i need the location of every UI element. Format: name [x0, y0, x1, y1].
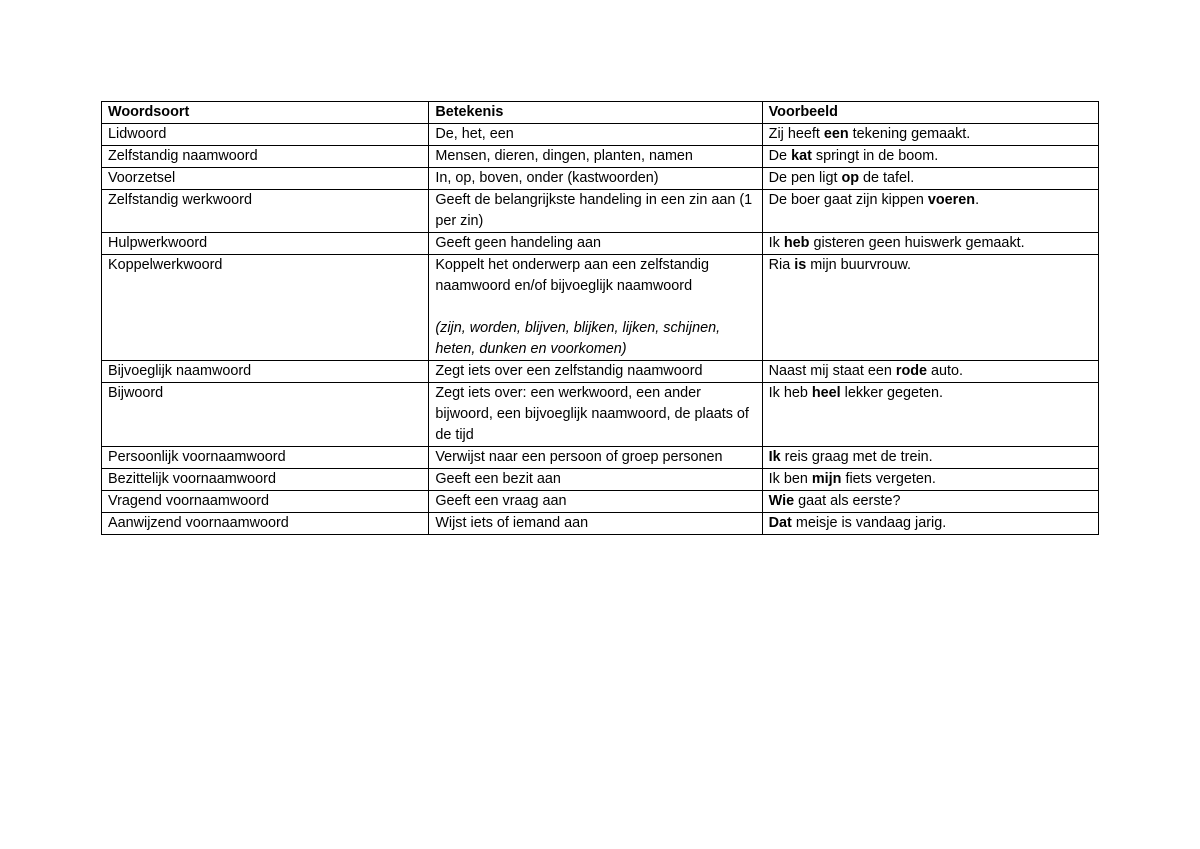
voorbeeld-text: De pen ligt	[768, 170, 842, 186]
cell-woordsoort: Vragend voornaamwoord	[102, 491, 429, 513]
voorbeeld-text: .	[975, 192, 980, 208]
table-row	[102, 255, 1099, 361]
voorbeeld-highlight: Dat	[768, 515, 792, 531]
betekenis-text: In, op, boven, onder (kastwoorden)	[435, 170, 659, 186]
cell-woordsoort: Bijvoeglijk naamwoord	[102, 361, 429, 383]
cell-voorbeeld	[762, 513, 1098, 535]
cell-woordsoort: Hulpwerkwoord	[102, 233, 429, 255]
cell-woordsoort: Koppelwerkwoord	[102, 255, 429, 361]
cell-woordsoort: Persoonlijk voornaamwoord	[102, 447, 429, 469]
header-betekenis: Betekenis	[429, 102, 762, 124]
cell-voorbeeld	[762, 361, 1098, 383]
voorbeeld-text: Ria	[768, 257, 795, 273]
table-row	[102, 447, 1099, 469]
voorbeeld-text: tekening gemaakt.	[848, 126, 971, 142]
voorbeeld-text: Zij heeft	[768, 126, 824, 142]
betekenis-text: Geeft geen handeling aan	[435, 235, 601, 251]
betekenis-text: Koppelt het onderwerp aan een zelfstandig naamwoord en/of bijvoeglijk naamwoord	[435, 257, 709, 294]
betekenis-extra-text: (zijn, worden, blijven, blijken, lijken, schijnen, heten, dunken en voorkomen)	[435, 320, 721, 357]
cell-betekenis	[429, 383, 762, 447]
cell-voorbeeld	[762, 255, 1098, 361]
voorbeeld-text: fiets vergeten.	[841, 471, 936, 487]
voorbeeld-highlight: is	[794, 257, 807, 273]
table-row	[102, 469, 1099, 491]
betekenis-text: De, het, een	[435, 126, 514, 142]
voorbeeld-highlight: Ik	[768, 449, 781, 465]
cell-betekenis	[429, 255, 762, 361]
voorbeeld-text: De	[768, 148, 792, 164]
cell-betekenis	[429, 124, 762, 146]
betekenis-text: Geeft een bezit aan	[435, 471, 561, 487]
cell-betekenis	[429, 168, 762, 190]
cell-betekenis	[429, 361, 762, 383]
voorbeeld-highlight: voeren	[927, 192, 976, 208]
table-body	[102, 124, 1099, 535]
cell-woordsoort: Lidwoord	[102, 124, 429, 146]
betekenis-text: Wijst iets of iemand aan	[435, 515, 589, 531]
word-types-table	[101, 101, 1099, 535]
cell-voorbeeld	[762, 447, 1098, 469]
voorbeeld-text: reis graag met de trein.	[780, 449, 933, 465]
table-header-row	[102, 102, 1099, 124]
cell-woordsoort: Zelfstandig werkwoord	[102, 190, 429, 233]
voorbeeld-highlight: een	[823, 126, 849, 142]
voorbeeld-text: auto.	[927, 363, 964, 379]
cell-betekenis	[429, 513, 762, 535]
cell-betekenis	[429, 469, 762, 491]
voorbeeld-highlight: rode	[895, 363, 928, 379]
table-row	[102, 361, 1099, 383]
table-row	[102, 491, 1099, 513]
betekenis-text: Zegt iets over een zelfstandig naamwoord	[435, 363, 703, 379]
table-row	[102, 190, 1099, 233]
cell-voorbeeld	[762, 233, 1098, 255]
betekenis-text: Geeft de belangrijkste handeling in een zin aan (1 per zin)	[435, 192, 753, 229]
voorbeeld-text: gisteren geen huiswerk gemaakt.	[809, 235, 1025, 251]
betekenis-text: Zegt iets over: een werkwoord, een ander bijwoord, een bijvoeglijk naamwoord, de plaats of de tijd	[435, 385, 749, 443]
voorbeeld-text: Naast mij staat een	[768, 363, 896, 379]
cell-woordsoort: Bijwoord	[102, 383, 429, 447]
table-row	[102, 124, 1099, 146]
table-row	[102, 168, 1099, 190]
cell-woordsoort: Voorzetsel	[102, 168, 429, 190]
cell-woordsoort: Aanwijzend voornaamwoord	[102, 513, 429, 535]
voorbeeld-text: Ik ben	[768, 471, 812, 487]
cell-voorbeeld	[762, 168, 1098, 190]
cell-voorbeeld	[762, 469, 1098, 491]
voorbeeld-text: Ik	[768, 235, 784, 251]
voorbeeld-text: De boer gaat zijn kippen	[768, 192, 928, 208]
cell-woordsoort: Bezittelijk voornaamwoord	[102, 469, 429, 491]
betekenis-text: Verwijst naar een persoon of groep personen	[435, 449, 723, 465]
cell-betekenis	[429, 146, 762, 168]
voorbeeld-highlight: Wie	[768, 493, 795, 509]
voorbeeld-highlight: mijn	[811, 471, 842, 487]
cell-voorbeeld	[762, 190, 1098, 233]
betekenis-text: Mensen, dieren, dingen, planten, namen	[435, 148, 693, 164]
table-row	[102, 146, 1099, 168]
table-row	[102, 513, 1099, 535]
voorbeeld-text: gaat als eerste?	[794, 493, 901, 509]
betekenis-text: Geeft een vraag aan	[435, 493, 567, 509]
table-row	[102, 383, 1099, 447]
header-voorbeeld: Voorbeeld	[762, 102, 1098, 124]
voorbeeld-highlight: op	[841, 170, 860, 186]
voorbeeld-highlight: heb	[783, 235, 810, 251]
voorbeeld-text: de tafel.	[859, 170, 915, 186]
cell-woordsoort: Zelfstandig naamwoord	[102, 146, 429, 168]
cell-betekenis	[429, 233, 762, 255]
voorbeeld-text: lekker gegeten.	[840, 385, 944, 401]
cell-betekenis	[429, 491, 762, 513]
cell-voorbeeld	[762, 146, 1098, 168]
voorbeeld-highlight: kat	[791, 148, 812, 164]
voorbeeld-text: Ik heb	[768, 385, 812, 401]
cell-betekenis	[429, 447, 762, 469]
table-row	[102, 233, 1099, 255]
voorbeeld-text: meisje is vandaag jarig.	[791, 515, 947, 531]
cell-voorbeeld	[762, 124, 1098, 146]
voorbeeld-text: springt in de boom.	[811, 148, 939, 164]
cell-voorbeeld	[762, 383, 1098, 447]
voorbeeld-highlight: heel	[811, 385, 841, 401]
cell-voorbeeld	[762, 491, 1098, 513]
voorbeeld-text: mijn buurvrouw.	[806, 257, 912, 273]
header-woordsoort: Woordsoort	[102, 102, 429, 124]
cell-betekenis	[429, 190, 762, 233]
